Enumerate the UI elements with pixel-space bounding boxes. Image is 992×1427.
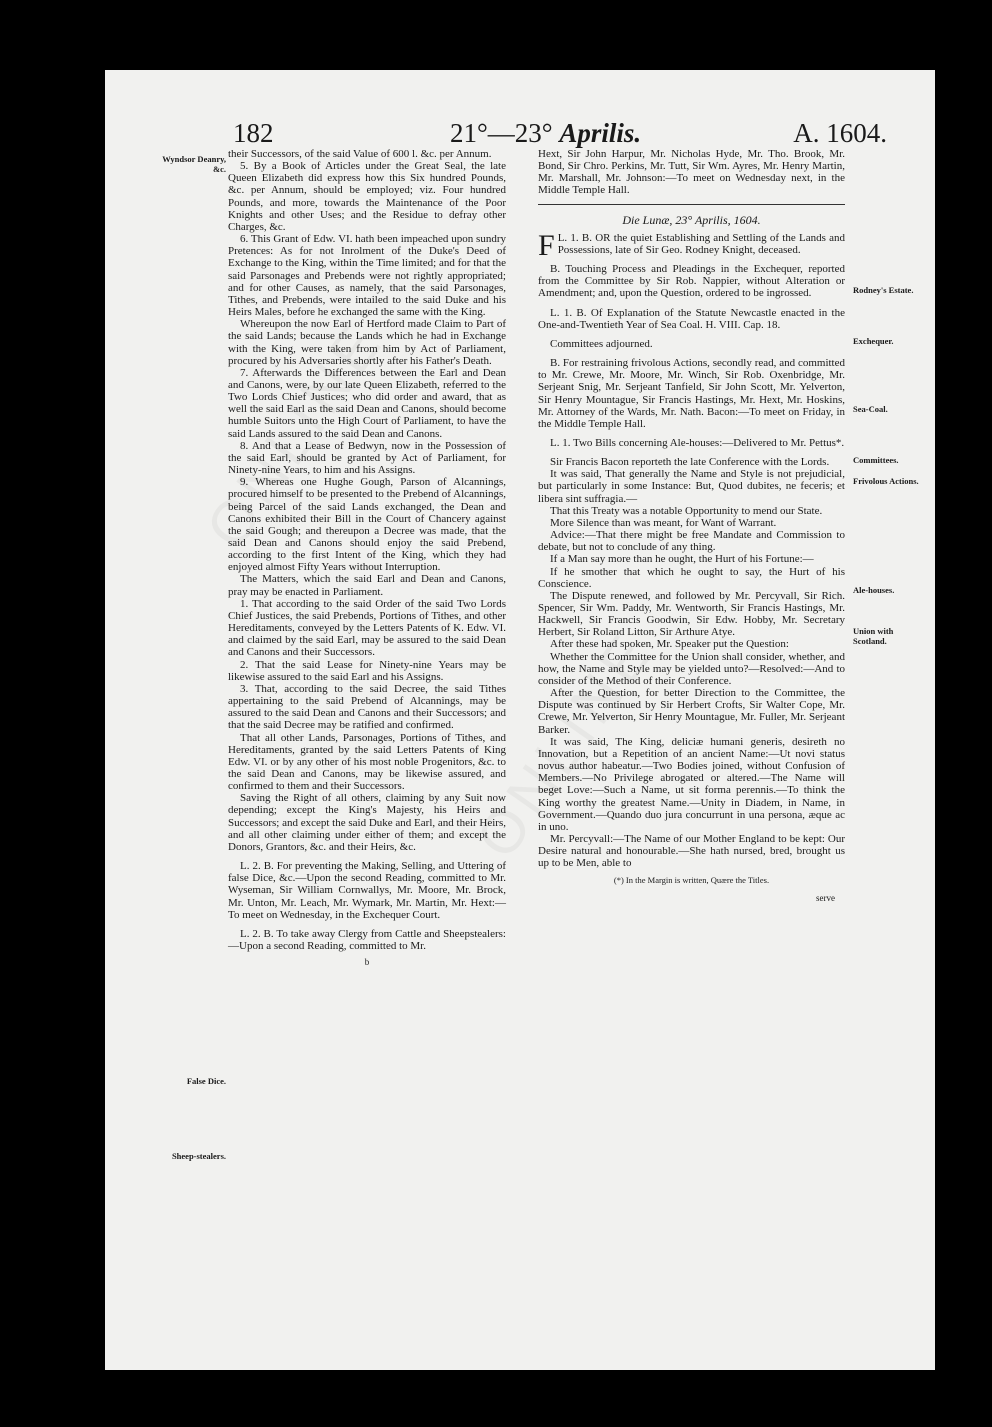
margin-note-sheep: Sheep-stealers.: [171, 1151, 226, 1161]
paragraph: It was said, The King, deliciæ humani generis, desireth no Innovation, but a Repetition of an ancient Name:—Ut novi status novus author habeatur.—Two Bodies joined, without Confusion of Members.—No Privilege abrogated or altered.—The Name will beget Love:—Such a Name, ut sit forma perennis.—To think the King worthy the greatest Name.—Unity in Diadem, in Name, in Government.—Quando duo jura concurrunt in una persona, æque ac in uno.: [538, 735, 845, 833]
drop-cap: F: [538, 228, 555, 262]
paragraph: If he smother that which he ought to say, the Hurt of his Conscience.: [538, 565, 845, 590]
paragraph: B. Touching Process and Pleadings in the Exchequer, reported from the Committee by Sir Rob. Nappier, without Alteration or Amendment; and, upon the Question, ordered to be ingrossed.: [538, 263, 845, 300]
document-page: [105, 70, 935, 1370]
margin-note-rodney: Rodney's Estate.: [853, 285, 914, 295]
paragraph: 3. That, according to the said Decree, the said Tithes appertaining to the said Prebend of Alcannings, may be assured to the said Dean and Canons and their Successors; and that the said Decree may be ratified and confirmed.: [228, 682, 506, 732]
right-column: [538, 148, 845, 904]
paragraph: Whereupon the now Earl of Hertford made Claim to Part of the said Lands; because the Lands which he had in Exchange with the King, were taken from him by Act of Parliament, procured by his Adversaries shortly after his Father's Death.: [228, 318, 506, 367]
paragraph: The Dispute renewed, and followed by Mr. Percyvall, Sir Rich. Spencer, Sir Wm. Paddy, Mr. Wentworth, Sir Francis Hastings, Mr. Hackwell, Sir Francis Goodwin, Sir Edw. Hobby, Mr. Secretary Herbert, Sir Roland Litton, Sir Arthure Atye.: [538, 589, 845, 639]
margin-note-false-dice: False Dice.: [186, 1076, 226, 1086]
page-dates: 21°—23° Aprilis.: [450, 118, 642, 148]
catchword: serve: [816, 892, 835, 903]
paragraph: Whether the Committee for the Union shall consider, whether, and how, the Name and Style may be yielded unto?—Resolved:—And to consider of the Method of their Conference.: [538, 650, 845, 687]
margin-note-exchequer: Exchequer.: [853, 336, 894, 346]
paragraph: That all other Lands, Parsonages, Portions of Tithes, and Hereditaments, granted by the said Letters Patents of King Edw. VI. or by any other of his most noble Progenitors, &c. to the said Dean and Canons, may be likewise assured, and confirmed to them and their Successors.: [228, 731, 506, 793]
paragraph: If a Man say more than he ought, the Hurt of his Fortune:—: [550, 553, 814, 566]
paragraph: 6. This Grant of Edw. VI. hath been impeached upon sundry Pretences: As for not Inrolment of the Duke's Deed of Exchange to the King, within the Time limited; and for that the said Parsonages and Prebends were not rightly appropriated; and for other Causes, as namely, that the said Parsonages, Tithes, and Prebends, were intailed to the said Duke and his Heirs Males, before he exchanged the same with the King.: [228, 233, 506, 319]
paragraph: The Matters, which the said Earl and Dean and Canons, pray may be enacted in Parliament.: [228, 573, 506, 598]
paragraph: 7. Afterwards the Differences between the Earl and Dean and Canons, were, by our late Queen Elizabeth, referred to the Two Lords Chief Justices; who did order and award, that as well the said Earl as the said Dean and Canons, should become humble Suitors unto the High Court of Parliament, to have the said Lands assured to the said Dean and Canons.: [228, 366, 506, 440]
day-heading: Die Lunæ, 23° Aprilis, 1604.: [622, 212, 761, 227]
paragraph: After the Question, for better Direction to the Committee, the Dispute was continued by Sir Herbert Crofts, Sir Walter Cope, Mr. Crewe, Mr. Yelverton, Sir Henry Mountague, Mr. Fuller, Mr. Serjeant Barker.: [538, 687, 845, 736]
paragraph: Hext, Sir John Harpur, Mr. Nicholas Hyde, Mr. Tho. Brook, Mr. Bond, Sir Chro. Perkins, Mr. Tutt, Sir Wm. Ayres, Mr. Henry Martin, Mr. Marshall, Mr. Johnson:—To meet on Wednesday next, in the Middle Temple Hall.: [538, 148, 845, 197]
paragraph: L. 2. B. To take away Clergy from Cattle and Sheepstealers:—Upon a second Reading, committed to Mr.: [228, 927, 506, 952]
paragraph: Advice:—That there might be free Mandate and Commission to debate, but not to conclude of any thing.: [538, 529, 845, 554]
page-number: 182: [233, 118, 274, 148]
paragraph: L. 1. Two Bills concerning Ale-houses:—Delivered to Mr. Pettus*.: [550, 436, 845, 449]
paragraph: L. 1. B. F OR the quiet Establishing and Settling of the Lands and Possessions, late of Sir Geo. Rodney Knight, deceased.: [538, 228, 846, 262]
paragraph: It was said, That generally the Name and Style is not prejudicial, but particularly in some Instance: But, Quod dubites, ne feceris; et libera sint suffragia.—: [538, 468, 845, 505]
margin-note-windsor: Wyndsor Deanry, &c.: [162, 154, 226, 174]
paragraph: Sir Francis Bacon reporteth the late Conference with the Lords.: [550, 456, 830, 469]
paragraph: their Successors, of the said Value of 600 l. &c. per Annum.: [228, 148, 492, 160]
signature-mark: b: [364, 957, 370, 968]
paragraph: 2. That the said Lease for Ninety-nine Years may be likewise assured to the said Earl and his Assigns.: [228, 658, 506, 683]
footnote: (*) In the Margin is written, Quære the Titles.: [613, 875, 770, 886]
section-divider: [538, 204, 845, 205]
paragraph: 5. By a Book of Articles under the Great Seal, the late Queen Elizabeth did express how this Six hundred Pounds, &c. per Annum, should be employed; viz. Four hundred Pounds, and more, towards the Maintenance of the Poor Knights and other Uses; and the Residue to defray other Charges, &c.: [228, 160, 506, 233]
margin-note-ale: Ale-houses.: [853, 585, 895, 595]
paragraph: Saving the Right of all others, claiming by any Suit now depending; except the King's Majesty, his Heirs and Successors; and except the said Duke and Earl, and their Heirs, and all other claiming under either of them; and except the Donors, Grantors, &c. and their Heirs, &c.: [228, 792, 506, 853]
margin-note-union: Union with Scotland.: [853, 626, 894, 646]
paragraph: More Silence than was meant, for Want of Warrant.: [550, 516, 777, 529]
paragraph: That this Treaty was a notable Opportunity to mend our State.: [550, 504, 823, 517]
paragraph: 9. Whereas one Hughe Gough, Parson of Alcannings, procured himself to be presented to the Prebend of Alcannings, being Parcel of the said Lands exchanged, the Dean and Canons exhibited their Bill in the Court of Chancery against the said Gough; and thereupon a Decree was made, that the said Dean and Canons should enjoy the said Prebend, according to the first Intent of the King, which they had enjoyed almost Fifty Years without Interruption.: [228, 476, 506, 574]
paragraph: L. 2. B. For preventing the Making, Selling, and Uttering of false Dice, &c.—Upon the second Reading, committed to Mr. Wyseman, Sir William Cornwallys, Mr. Moore, Mr. Brock, Mr. Unton, Mr. Leach, Mr. Wymark, Mr. Martin, Mr. Hext:—To meet on Wednesday, in the Exchequer Court.: [228, 860, 506, 921]
paragraph: 8. And that a Lease of Bedwyn, now in the Possession of the said Earl, should be granted by Act of Parliament, for Ninety-nine Years, to him and his Assigns.: [228, 439, 506, 477]
paragraph: L. 1. B. Of Explanation of the Statute Newcastle enacted in the One-and-Twentieth Year of Sea Coal. H. VIII. Cap. 18.: [538, 306, 845, 331]
paragraph: Mr. Percyvall:—The Name of our Mother England to be kept: Our Desire natural and honourable.—She hath nursed, bred, brought us up to be Men, able to: [538, 832, 845, 870]
page-year: A. 1604.: [793, 118, 887, 148]
paragraph: 1. That according to the said Order of the said Two Lords Chief Justices, the said Prebends, Portions of Tithes, and other Hereditaments, conveyed by the Letters Patents of K. Edw. VI. and claimed by the said Earl, may be assured to the said Dean and Canons and their Successors.: [228, 597, 506, 659]
paragraph: After these had spoken, Mr. Speaker put the Question:: [550, 638, 789, 651]
margin-note-frivolous: Frivolous Actions.: [853, 476, 919, 486]
paragraph: Committees adjourned.: [550, 337, 653, 350]
margin-note-committees: Committees.: [853, 455, 899, 465]
left-column: [228, 148, 506, 968]
paragraph: B. For restraining frivolous Actions, secondly read, and committed to Mr. Crewe, Mr. Moore, Mr. Winch, Sir Rob. Oxenbridge, Mr. Serjeant Snig, Mr. Serjeant Tanfield, Sir John Scott, Mr. Yelverton, Sir Henry Mountague, Sir Francis Hastings, Mr. Hext, Mr. Hoskins, Mr. Attorney of the Wards, Mr. Nath. Bacon:—To meet on Friday, in the Middle Temple Hall.: [538, 357, 845, 430]
margin-note-sea-coal: Sea-Coal.: [853, 404, 888, 414]
